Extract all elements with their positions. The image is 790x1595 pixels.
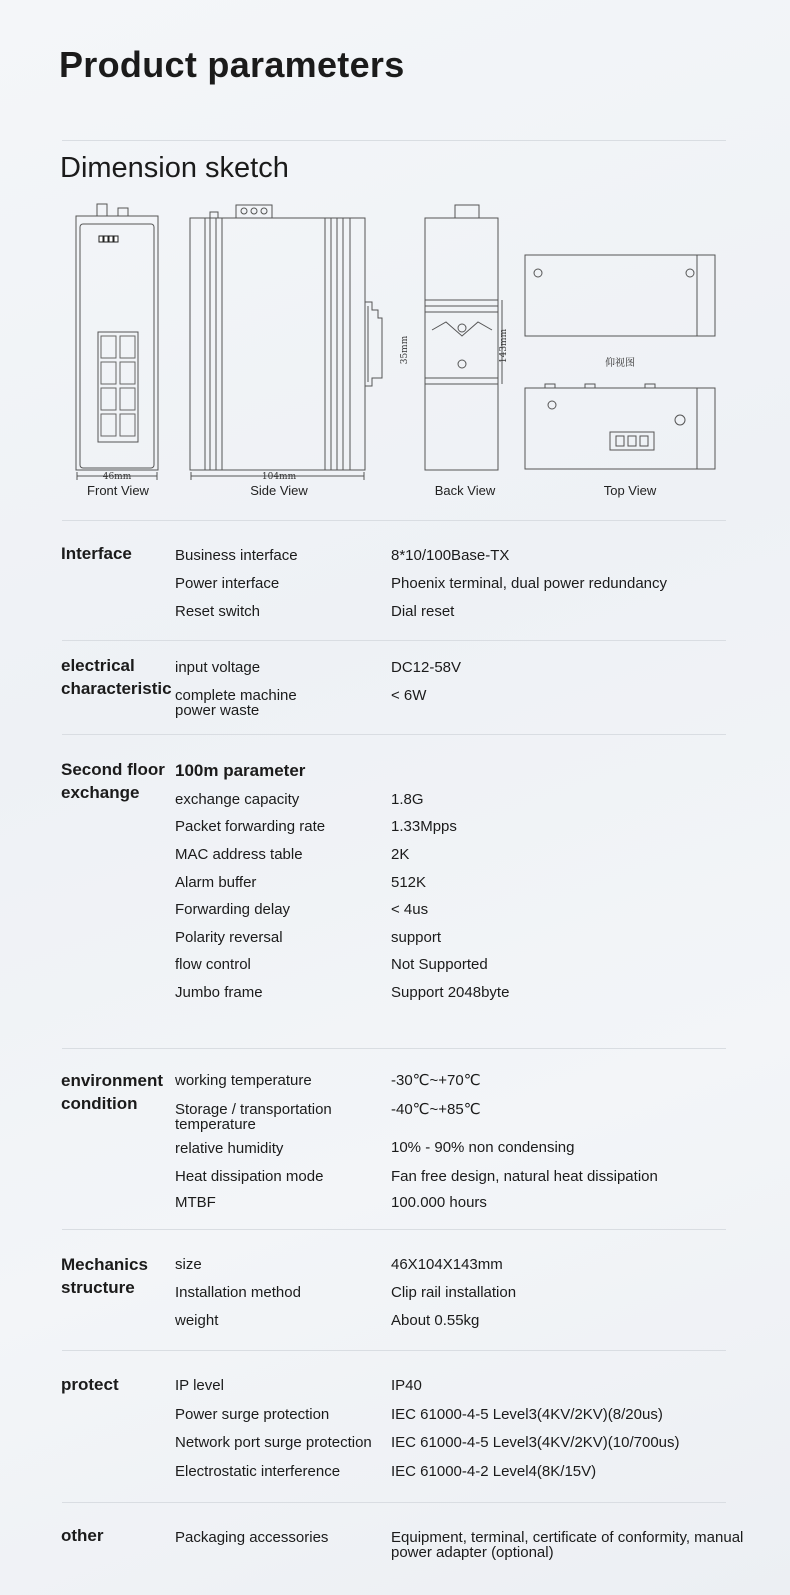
spec-value: Equipment, terminal, certificate of conformity, manual power adapter (optional) bbox=[391, 1529, 744, 1561]
spec-value: Clip rail installation bbox=[391, 1284, 517, 1301]
spec-value: 1.33Mpps bbox=[391, 818, 457, 835]
spec-label: Storage / transportation temperature bbox=[175, 1101, 332, 1133]
spec-label: Installation method bbox=[175, 1284, 301, 1301]
spec-value: IEC 61000-4-2 Level4(8K/15V) bbox=[391, 1463, 597, 1480]
section-title-interface: Interface bbox=[61, 544, 132, 563]
page-title: Product parameters bbox=[59, 44, 405, 85]
divider bbox=[62, 1502, 726, 1503]
top-view-label: Top View bbox=[603, 483, 657, 498]
front-view-label: Front View bbox=[87, 483, 149, 498]
spec-value: 512K bbox=[391, 874, 427, 891]
side-view-drawing bbox=[190, 205, 382, 480]
spec-label: complete machine power waste bbox=[175, 687, 297, 719]
spec-label: Packet forwarding rate bbox=[175, 818, 326, 835]
spec-value: Support 2048byte bbox=[391, 984, 510, 1001]
section-title-other: other bbox=[61, 1526, 104, 1545]
spec-label: weight bbox=[175, 1312, 219, 1329]
section-title-mechanics: Mechanics structure bbox=[61, 1255, 148, 1297]
spec-label: Electrostatic interference bbox=[175, 1463, 341, 1480]
spec-label: Power interface bbox=[175, 575, 280, 592]
divider bbox=[62, 734, 726, 735]
spec-label: Packaging accessories bbox=[175, 1529, 329, 1546]
spec-value: 2K bbox=[391, 846, 410, 863]
section-title-environment: environment condition bbox=[61, 1071, 164, 1113]
rail-dim: 35mm bbox=[400, 335, 410, 365]
top-view-caption: 仰视图 bbox=[605, 358, 635, 369]
section-title-electrical: electrical characteristic bbox=[61, 656, 172, 698]
spec-label: Network port surge protection bbox=[175, 1434, 372, 1451]
spec-label: Heat dissipation mode bbox=[175, 1168, 324, 1185]
spec-value: 10% - 90% non condensing bbox=[391, 1139, 575, 1156]
section-title-exchange: Second floor exchange bbox=[61, 760, 165, 802]
back-height-dim: 143mm bbox=[499, 328, 509, 364]
spec-label: MTBF bbox=[175, 1194, 216, 1211]
back-view-drawing bbox=[425, 205, 502, 470]
spec-value: Phoenix terminal, dual power redundancy bbox=[391, 575, 667, 592]
divider bbox=[62, 1048, 726, 1049]
spec-value: support bbox=[391, 929, 442, 946]
spec-value: 46X104X143mm bbox=[391, 1256, 503, 1273]
spec-value: About 0.55kg bbox=[391, 1312, 480, 1329]
dimension-sketch bbox=[0, 195, 790, 485]
sketch-title: Dimension sketch bbox=[60, 152, 289, 184]
spec-label: Polarity reversal bbox=[175, 929, 283, 946]
spec-label: relative humidity bbox=[175, 1140, 284, 1157]
spec-value: Dial reset bbox=[391, 603, 455, 620]
spec-value: 100.000 hours bbox=[391, 1194, 487, 1211]
spec-label: Power surge protection bbox=[175, 1406, 330, 1423]
spec-value: < 6W bbox=[391, 687, 427, 704]
spec-label: Business interface bbox=[175, 547, 298, 564]
divider bbox=[62, 520, 726, 521]
divider bbox=[62, 1229, 726, 1230]
section-title-protect: protect bbox=[61, 1375, 119, 1394]
side-width-dim: 104mm bbox=[261, 472, 297, 482]
spec-value: Not Supported bbox=[391, 956, 488, 973]
divider bbox=[62, 640, 726, 641]
spec-label: exchange capacity bbox=[175, 791, 300, 808]
spec-value: < 4us bbox=[391, 901, 429, 918]
spec-label: MAC address table bbox=[175, 846, 303, 863]
spec-value: 8*10/100Base-TX bbox=[391, 547, 510, 564]
spec-value: DC12-58V bbox=[391, 659, 462, 676]
back-view-label: Back View bbox=[434, 483, 496, 498]
divider bbox=[62, 140, 726, 141]
spec-label: Jumbo frame bbox=[175, 984, 263, 1001]
spec-value: IEC 61000-4-5 Level3(4KV/2KV)(10/700us) bbox=[391, 1434, 680, 1451]
side-view-label: Side View bbox=[250, 483, 308, 498]
spec-label: flow control bbox=[175, 956, 251, 973]
divider bbox=[62, 1350, 726, 1351]
spec-label: IP level bbox=[175, 1377, 224, 1394]
spec-value: Fan free design, natural heat dissipation bbox=[391, 1168, 658, 1185]
front-width-dim: 46mm bbox=[102, 472, 132, 482]
spec-label: size bbox=[175, 1256, 202, 1273]
front-view-drawing bbox=[76, 204, 158, 480]
spec-label: working temperature bbox=[175, 1072, 312, 1089]
spec-value: IP40 bbox=[391, 1377, 422, 1394]
spec-value: -40℃~+85℃ bbox=[391, 1101, 481, 1118]
exchange-subheading: 100m parameter bbox=[175, 761, 306, 780]
spec-label: Forwarding delay bbox=[175, 901, 291, 918]
spec-value: 1.8G bbox=[391, 791, 424, 808]
spec-label: input voltage bbox=[175, 659, 261, 676]
spec-value: -30℃~+70℃ bbox=[391, 1072, 481, 1089]
spec-label: Reset switch bbox=[175, 603, 261, 620]
spec-label: Alarm buffer bbox=[175, 874, 257, 891]
spec-value: IEC 61000-4-5 Level3(4KV/2KV)(8/20us) bbox=[391, 1406, 663, 1423]
